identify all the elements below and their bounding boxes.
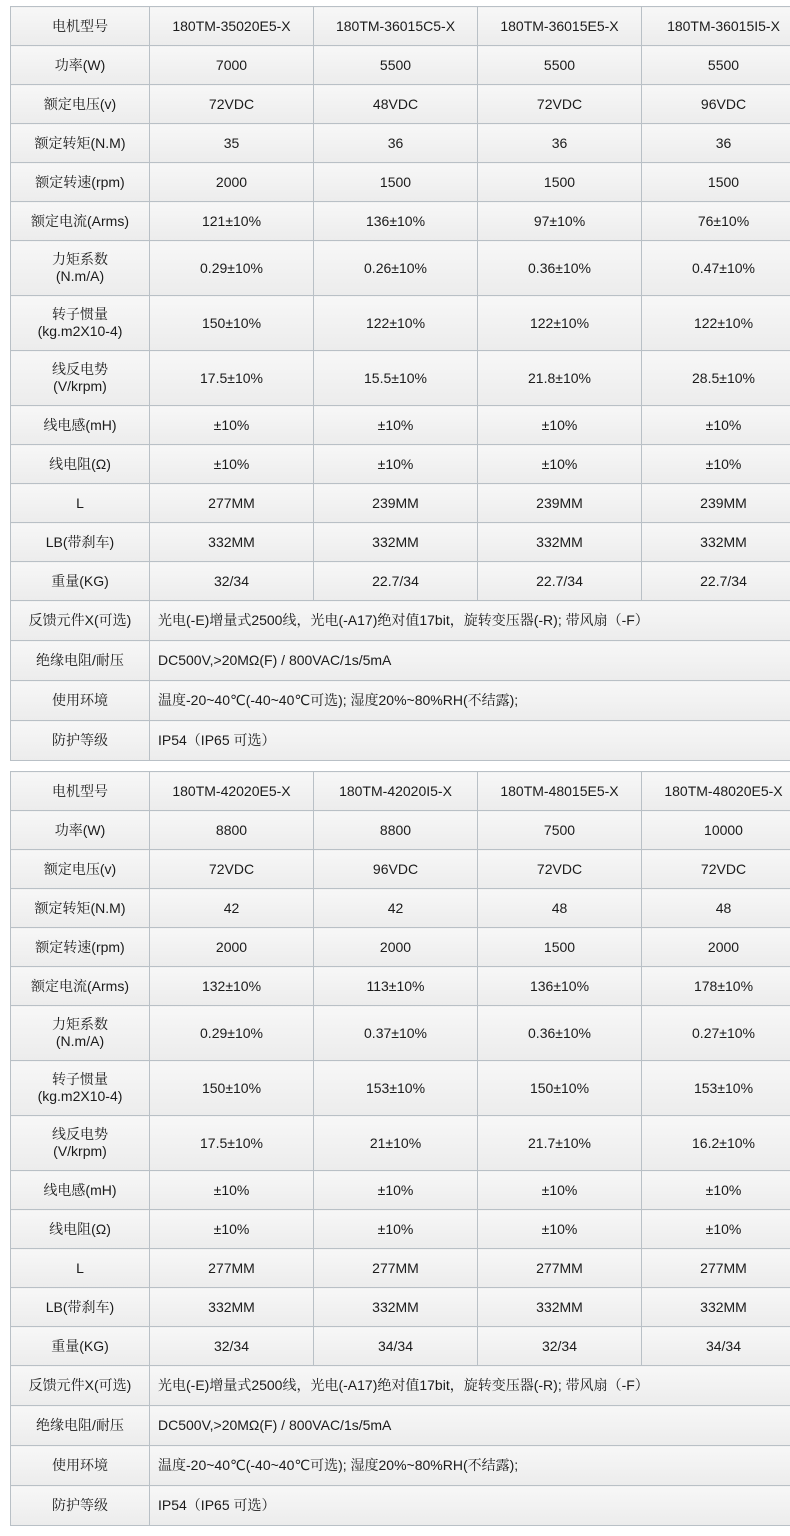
- spec-value-cell: 42: [150, 889, 314, 928]
- spec-value-cell: 21.8±10%: [478, 351, 642, 406]
- model-name-cell: 180TM-36015I5-X: [642, 7, 790, 46]
- spec-value-cell: 332MM: [642, 523, 790, 562]
- spec-value-cell: 332MM: [150, 1288, 314, 1327]
- spec-value-cell: 17.5±10%: [150, 351, 314, 406]
- model-name-cell: 180TM-42020E5-X: [150, 772, 314, 811]
- row-label: 功率(W): [11, 811, 150, 850]
- spec-value-cell: 150±10%: [150, 1061, 314, 1116]
- spec-value-cell: 121±10%: [150, 202, 314, 241]
- spec-value-cell: 8800: [314, 811, 478, 850]
- table-row: [11, 351, 790, 406]
- spec-value-cell: 96VDC: [314, 850, 478, 889]
- table-row: [11, 967, 790, 1006]
- spec-value-cell: 21±10%: [314, 1116, 478, 1171]
- spec-value-cell: 2000: [150, 163, 314, 202]
- row-label: 功率(W): [11, 46, 150, 85]
- row-note-value: 光电(-E)增量式2500线，光电(-A17)绝对值17bit，旋转变压器(-R); 带风扇（-F）: [150, 601, 790, 641]
- table-row: [11, 1210, 790, 1249]
- row-label: 额定转速(rpm): [11, 163, 150, 202]
- spec-value-cell: 76±10%: [642, 202, 790, 241]
- row-label: 使用环境: [11, 681, 150, 721]
- spec-value-cell: 5500: [642, 46, 790, 85]
- spec-value-cell: 17.5±10%: [150, 1116, 314, 1171]
- spec-value-cell: 21.7±10%: [478, 1116, 642, 1171]
- row-label: 额定转矩(N.M): [11, 124, 150, 163]
- table-row: [11, 641, 790, 681]
- row-label: 防护等级: [11, 1486, 150, 1526]
- spec-value-cell: 5500: [314, 46, 478, 85]
- spec-value-cell: 22.7/34: [314, 562, 478, 601]
- spec-value-cell: 178±10%: [642, 967, 790, 1006]
- table-row: [11, 7, 790, 46]
- row-label: 额定电流(Arms): [11, 967, 150, 1006]
- row-label: 反馈元件X(可选): [11, 1366, 150, 1406]
- spec-value-cell: 277MM: [150, 1249, 314, 1288]
- spec-value-cell: ±10%: [314, 1171, 478, 1210]
- spec-value-cell: 239MM: [478, 484, 642, 523]
- spec-value-cell: 72VDC: [150, 85, 314, 124]
- table-row: [11, 523, 790, 562]
- spec-value-cell: 7500: [478, 811, 642, 850]
- spec-value-cell: 48: [478, 889, 642, 928]
- model-name-cell: 180TM-48020E5-X: [642, 772, 790, 811]
- spec-value-cell: 10000: [642, 811, 790, 850]
- row-label-line: (N.m/A): [13, 268, 147, 286]
- spec-value-cell: ±10%: [642, 1171, 790, 1210]
- table-row: [11, 721, 790, 761]
- spec-value-cell: 239MM: [314, 484, 478, 523]
- table-row: [11, 1288, 790, 1327]
- spec-value-cell: ±10%: [642, 406, 790, 445]
- spec-value-cell: 1500: [642, 163, 790, 202]
- spec-value-cell: 22.7/34: [642, 562, 790, 601]
- spec-value-cell: ±10%: [478, 1171, 642, 1210]
- spec-value-cell: 36: [314, 124, 478, 163]
- spec-value-cell: ±10%: [478, 406, 642, 445]
- spec-value-cell: 36: [478, 124, 642, 163]
- row-label: 额定转速(rpm): [11, 928, 150, 967]
- spec-value-cell: 277MM: [478, 1249, 642, 1288]
- table-row: [11, 85, 790, 124]
- row-label: 绝缘电阻/耐压: [11, 641, 150, 681]
- model-name-cell: 180TM-42020I5-X: [314, 772, 478, 811]
- spec-value-cell: 72VDC: [478, 850, 642, 889]
- row-label: [11, 241, 150, 296]
- spec-value-cell: 7000: [150, 46, 314, 85]
- row-label-line: 线反电势: [13, 1126, 147, 1144]
- spec-value-cell: 28.5±10%: [642, 351, 790, 406]
- spec-table-1: [10, 6, 790, 761]
- model-name-cell: 180TM-48015E5-X: [478, 772, 642, 811]
- row-note-value: DC500V,>20MΩ(F) / 800VAC/1s/5mA: [150, 1406, 790, 1446]
- spec-value-cell: ±10%: [150, 406, 314, 445]
- row-label: [11, 296, 150, 351]
- spec-value-cell: 150±10%: [150, 296, 314, 351]
- row-label-line: 力矩系数: [13, 1016, 147, 1034]
- row-header-label: 电机型号: [11, 772, 150, 811]
- table-row: [11, 562, 790, 601]
- row-label-line: (V/krpm): [13, 1143, 147, 1161]
- spec-value-cell: 122±10%: [642, 296, 790, 351]
- row-label: 额定电流(Arms): [11, 202, 150, 241]
- row-label: 防护等级: [11, 721, 150, 761]
- spec-table-2: [10, 771, 790, 1526]
- model-name-cell: 180TM-35020E5-X: [150, 7, 314, 46]
- row-label: 线电阻(Ω): [11, 1210, 150, 1249]
- table-row: [11, 1486, 790, 1526]
- row-label-line: 线反电势: [13, 361, 147, 379]
- table-row: [11, 202, 790, 241]
- table-row: [11, 772, 790, 811]
- row-label: 线电感(mH): [11, 406, 150, 445]
- row-label: 使用环境: [11, 1446, 150, 1486]
- table-row: [11, 850, 790, 889]
- table-row: [11, 46, 790, 85]
- spec-value-cell: 332MM: [314, 523, 478, 562]
- row-label: 重量(KG): [11, 1327, 150, 1366]
- table-row: [11, 928, 790, 967]
- spec-value-cell: 48VDC: [314, 85, 478, 124]
- spec-value-cell: 2000: [642, 928, 790, 967]
- spec-value-cell: 1500: [478, 928, 642, 967]
- spec-value-cell: ±10%: [314, 406, 478, 445]
- table-row: [11, 1171, 790, 1210]
- table-row: [11, 1406, 790, 1446]
- spec-value-cell: 113±10%: [314, 967, 478, 1006]
- table-row: [11, 889, 790, 928]
- spec-value-cell: ±10%: [314, 1210, 478, 1249]
- table-row: [11, 1006, 790, 1061]
- row-header-label: 电机型号: [11, 7, 150, 46]
- spec-value-cell: 8800: [150, 811, 314, 850]
- table-row: [11, 445, 790, 484]
- spec-value-cell: 122±10%: [314, 296, 478, 351]
- row-note-value: 温度-20~40℃(-40~40℃可选); 湿度20%~80%RH(不结露);: [150, 681, 790, 721]
- spec-value-cell: 42: [314, 889, 478, 928]
- spec-value-cell: 0.26±10%: [314, 241, 478, 296]
- spec-value-cell: 332MM: [642, 1288, 790, 1327]
- spec-value-cell: 96VDC: [642, 85, 790, 124]
- spec-value-cell: 35: [150, 124, 314, 163]
- spec-value-cell: 32/34: [150, 562, 314, 601]
- table-row: [11, 601, 790, 641]
- row-label: 绝缘电阻/耐压: [11, 1406, 150, 1446]
- spec-value-cell: ±10%: [150, 1171, 314, 1210]
- spec-value-cell: ±10%: [314, 445, 478, 484]
- table-row: [11, 1249, 790, 1288]
- spec-value-cell: 277MM: [642, 1249, 790, 1288]
- spec-value-cell: 2000: [150, 928, 314, 967]
- spec-value-cell: 34/34: [642, 1327, 790, 1366]
- spec-value-cell: 97±10%: [478, 202, 642, 241]
- table-row: [11, 406, 790, 445]
- row-label-line: 转子惯量: [13, 1071, 147, 1089]
- table-row: [11, 241, 790, 296]
- spec-value-cell: 332MM: [478, 523, 642, 562]
- spec-value-cell: 48: [642, 889, 790, 928]
- row-note-value: DC500V,>20MΩ(F) / 800VAC/1s/5mA: [150, 641, 790, 681]
- row-note-value: IP54（IP65 可选）: [150, 1486, 790, 1526]
- row-label-line: (V/krpm): [13, 378, 147, 396]
- spec-value-cell: 277MM: [314, 1249, 478, 1288]
- model-name-cell: 180TM-36015C5-X: [314, 7, 478, 46]
- spec-value-cell: 5500: [478, 46, 642, 85]
- spec-value-cell: 332MM: [478, 1288, 642, 1327]
- table-row: [11, 1446, 790, 1486]
- spec-value-cell: 239MM: [642, 484, 790, 523]
- row-label-line: 力矩系数: [13, 251, 147, 269]
- spec-value-cell: 277MM: [150, 484, 314, 523]
- row-label: 线电阻(Ω): [11, 445, 150, 484]
- row-label: 额定转矩(N.M): [11, 889, 150, 928]
- row-label: [11, 1006, 150, 1061]
- table-row: [11, 811, 790, 850]
- table-row: [11, 1061, 790, 1116]
- table-row: [11, 484, 790, 523]
- table-row: [11, 1366, 790, 1406]
- spec-value-cell: 136±10%: [478, 967, 642, 1006]
- row-label: 线电感(mH): [11, 1171, 150, 1210]
- row-note-value: IP54（IP65 可选）: [150, 721, 790, 761]
- spec-value-cell: 16.2±10%: [642, 1116, 790, 1171]
- spec-value-cell: ±10%: [478, 445, 642, 484]
- spec-value-cell: 72VDC: [478, 85, 642, 124]
- row-label: 反馈元件X(可选): [11, 601, 150, 641]
- spec-value-cell: 22.7/34: [478, 562, 642, 601]
- table-row: [11, 1327, 790, 1366]
- spec-value-cell: 32/34: [150, 1327, 314, 1366]
- table-row: [11, 124, 790, 163]
- spec-value-cell: 15.5±10%: [314, 351, 478, 406]
- spec-value-cell: 1500: [478, 163, 642, 202]
- row-label-line: (N.m/A): [13, 1033, 147, 1051]
- spec-value-cell: ±10%: [642, 1210, 790, 1249]
- spec-value-cell: 0.36±10%: [478, 1006, 642, 1061]
- spec-value-cell: 0.27±10%: [642, 1006, 790, 1061]
- spec-value-cell: 0.47±10%: [642, 241, 790, 296]
- row-label: LB(带刹车): [11, 523, 150, 562]
- row-note-value: 温度-20~40℃(-40~40℃可选); 湿度20%~80%RH(不结露);: [150, 1446, 790, 1486]
- table-row: [11, 163, 790, 202]
- spec-value-cell: 153±10%: [642, 1061, 790, 1116]
- spec-tables-container: [10, 6, 780, 1526]
- row-label-line: 转子惯量: [13, 306, 147, 324]
- spec-value-cell: 0.29±10%: [150, 1006, 314, 1061]
- spec-value-cell: 332MM: [150, 523, 314, 562]
- spec-value-cell: 332MM: [314, 1288, 478, 1327]
- table-row: [11, 681, 790, 721]
- spec-value-cell: ±10%: [150, 1210, 314, 1249]
- spec-value-cell: 150±10%: [478, 1061, 642, 1116]
- spec-value-cell: 0.29±10%: [150, 241, 314, 296]
- row-label: LB(带刹车): [11, 1288, 150, 1327]
- table-row: [11, 1116, 790, 1171]
- spec-value-cell: 34/34: [314, 1327, 478, 1366]
- spec-value-cell: 32/34: [478, 1327, 642, 1366]
- row-label: [11, 351, 150, 406]
- row-label-line: (kg.m2X10-4): [13, 323, 147, 341]
- spec-value-cell: 122±10%: [478, 296, 642, 351]
- row-label-line: (kg.m2X10-4): [13, 1088, 147, 1106]
- spec-value-cell: ±10%: [150, 445, 314, 484]
- row-label: 额定电压(v): [11, 85, 150, 124]
- spec-value-cell: 2000: [314, 928, 478, 967]
- spec-value-cell: 72VDC: [642, 850, 790, 889]
- spec-value-cell: 0.36±10%: [478, 241, 642, 296]
- table-row: [11, 296, 790, 351]
- spec-value-cell: 153±10%: [314, 1061, 478, 1116]
- spec-value-cell: 132±10%: [150, 967, 314, 1006]
- row-label: [11, 1116, 150, 1171]
- spec-value-cell: ±10%: [642, 445, 790, 484]
- spec-value-cell: ±10%: [478, 1210, 642, 1249]
- row-label: [11, 1061, 150, 1116]
- row-label: 重量(KG): [11, 562, 150, 601]
- spec-value-cell: 0.37±10%: [314, 1006, 478, 1061]
- model-name-cell: 180TM-36015E5-X: [478, 7, 642, 46]
- spec-value-cell: 1500: [314, 163, 478, 202]
- row-label: L: [11, 484, 150, 523]
- spec-value-cell: 72VDC: [150, 850, 314, 889]
- spec-value-cell: 36: [642, 124, 790, 163]
- row-note-value: 光电(-E)增量式2500线，光电(-A17)绝对值17bit，旋转变压器(-R); 带风扇（-F）: [150, 1366, 790, 1406]
- row-label: L: [11, 1249, 150, 1288]
- row-label: 额定电压(v): [11, 850, 150, 889]
- spec-value-cell: 136±10%: [314, 202, 478, 241]
